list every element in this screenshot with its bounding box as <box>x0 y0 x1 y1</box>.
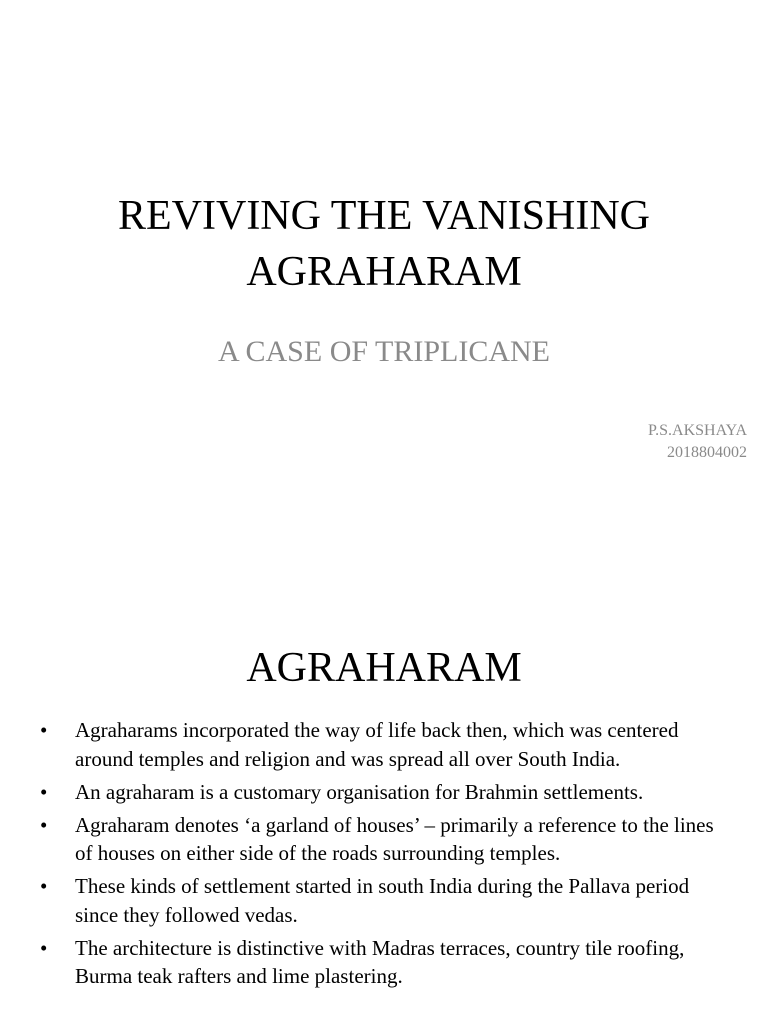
presentation-title <box>0 188 768 300</box>
bullet-text: Agraharam denotes ‘a garland of houses’ – primarily a reference to the lines of houses on either side of the roads surrounding temples. <box>75 812 714 865</box>
bullet-list <box>40 716 730 995</box>
list-item <box>40 716 730 773</box>
bullet-marker: • <box>40 812 48 837</box>
list-item <box>40 934 730 991</box>
bullet-text: Agraharams incorporated the way of life back then, which was centered around temples and religion and was spread all over South India. <box>75 718 679 771</box>
list-item <box>40 778 730 807</box>
slide-agraharam <box>0 512 768 1024</box>
bullet-marker: • <box>40 779 48 804</box>
bullet-text: These kinds of settlement started in south India during the Pallava period since they followed vedas. <box>75 874 690 927</box>
list-item <box>40 872 730 929</box>
slide-heading: AGRAHARAM <box>246 645 522 691</box>
bullet-text: The architecture is distinctive with Madras terraces, country tile roofing, Burma teak rafters and lime plastering. <box>75 935 685 988</box>
list-item <box>40 811 730 868</box>
author-name: P.S.AKSHAYA <box>647 422 747 439</box>
bullet-marker: • <box>40 935 48 960</box>
bullet-marker: • <box>40 874 48 898</box>
bullet-text: An agraharam is a customary organisation for Brahmin settlements. <box>75 779 644 804</box>
presentation-title-line-1: REVIVING THE VANISHING <box>118 193 650 239</box>
presentation-subtitle: A CASE OF TRIPLICANE <box>218 335 550 368</box>
presentation-title-line-2: AGRAHARAM <box>246 249 522 295</box>
bullet-marker: • <box>40 718 48 742</box>
author-id: 2018804002 <box>667 444 747 461</box>
author-block <box>648 420 747 464</box>
